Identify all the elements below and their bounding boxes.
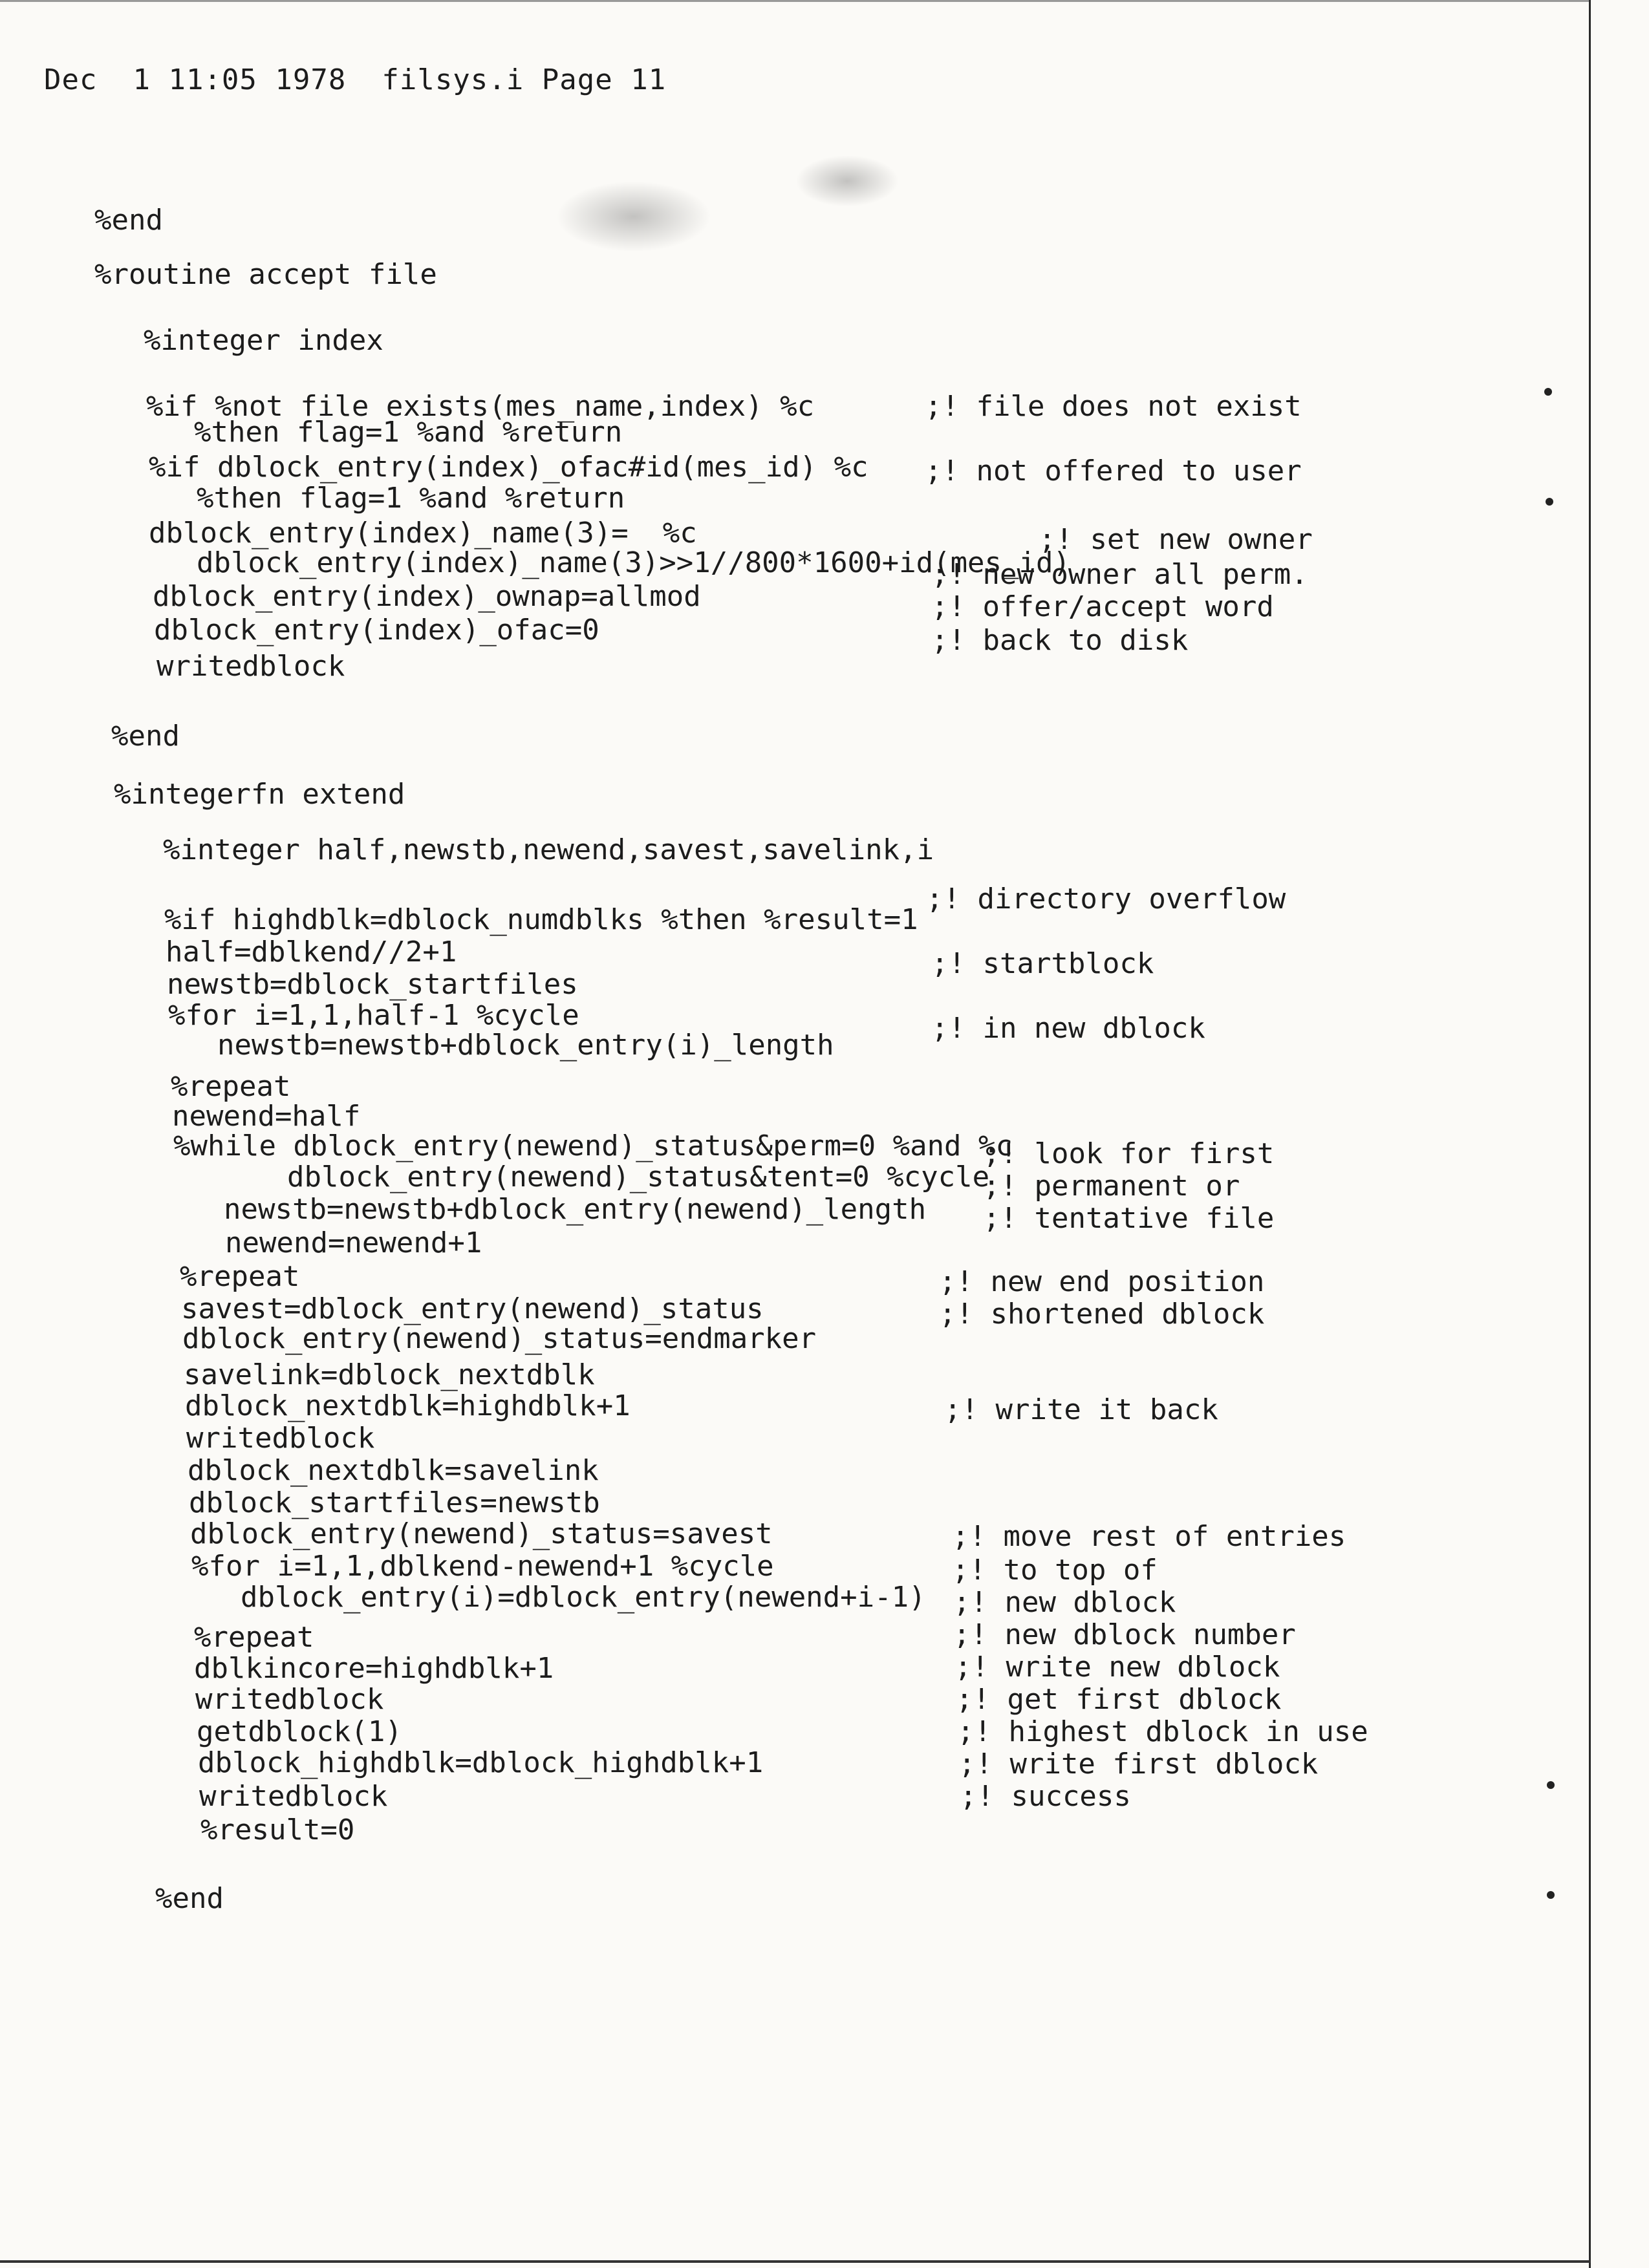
code-comment: ;! look for first	[983, 1137, 1275, 1170]
margin-mark	[1547, 1891, 1555, 1899]
code-line: getdblock(1)	[197, 1715, 402, 1748]
code-line: dblock_entry(index)_name(3)>>1//800*1600+id(mes_id)	[197, 546, 1071, 579]
code-comment: ;! highest dblock in use	[957, 1715, 1368, 1748]
code-line: %end	[155, 1882, 224, 1915]
code-line: dblock_entry(newend)_status&tent=0 %cycle	[287, 1161, 990, 1193]
code-line: writedblock	[195, 1683, 384, 1716]
code-line: %repeat	[194, 1621, 314, 1654]
code-line: newend=half	[172, 1100, 361, 1133]
code-line: %end	[94, 204, 163, 237]
code-comment: ;! permanent or	[983, 1170, 1240, 1203]
code-comment: ;! write new dblock	[954, 1651, 1280, 1684]
code-comment: ;! to top of	[952, 1554, 1158, 1587]
page-top-edge	[0, 0, 1591, 2]
print-header	[44, 63, 666, 96]
code-line: %then flag=1 %and %return	[197, 482, 625, 515]
code-comment: ;! back to disk	[931, 624, 1189, 657]
code-comment: ;! tentative file	[983, 1202, 1275, 1235]
page-right-edge	[1589, 0, 1591, 2268]
code-line: dblock_entry(index)_name(3)= %c	[149, 517, 697, 550]
code-line: %then flag=1 %and %return	[194, 416, 623, 449]
code-comment: ;! directory overflow	[926, 883, 1286, 915]
margin-mark	[1547, 1781, 1555, 1789]
code-line: dblock_nextdblk=highdblk+1	[185, 1389, 630, 1422]
header-filename: filsys.i	[382, 63, 524, 96]
ink-smudge	[556, 181, 711, 252]
header-date-time: 1 11:05 1978	[133, 63, 347, 96]
code-line: savelink=dblock_nextdblk	[184, 1358, 595, 1391]
code-comment: ;! startblock	[931, 947, 1154, 980]
code-line: %if %not file exists(mes_name,index) %c	[146, 390, 815, 423]
code-line: %end	[111, 720, 180, 753]
code-comment: ;! offer/accept word	[931, 590, 1274, 623]
code-line: writedblock	[199, 1780, 388, 1813]
code-line: dblock_entry(index)_ofac=0	[154, 614, 599, 647]
code-line: %for i=1,1,half-1 %cycle	[168, 999, 579, 1032]
code-comment: ;! write it back	[944, 1393, 1218, 1426]
code-comment: ;! get first dblock	[956, 1683, 1282, 1716]
code-line: %repeat	[171, 1070, 291, 1103]
code-line: writedblock	[156, 650, 345, 683]
code-line: dblock_highdblk=dblock_highdblk+1	[198, 1746, 764, 1779]
code-line: %while dblock_entry(newend)_status&perm=0 %and %c	[173, 1129, 1013, 1162]
header-page: Page 11	[541, 63, 667, 96]
header-month: Dec	[44, 63, 98, 96]
code-line: savest=dblock_entry(newend)_status	[181, 1292, 764, 1325]
page-bottom-edge	[0, 2260, 1591, 2263]
code-line: newstb=newstb+dblock_entry(i)_length	[217, 1029, 834, 1062]
code-comment: ;! success	[960, 1780, 1131, 1813]
code-comment: ;! new dblock number	[953, 1618, 1296, 1651]
code-line: %if highdblk=dblock_numdblks %then %result=1	[164, 903, 918, 936]
code-line: dblock_entry(newend)_status=endmarker	[182, 1322, 817, 1355]
code-line: half=dblkend//2+1	[166, 936, 457, 968]
code-line: newstb=dblock_startfiles	[167, 968, 578, 1001]
code-line: writedblock	[186, 1422, 375, 1455]
code-line: %integer index	[144, 324, 383, 357]
code-line: %result=0	[200, 1813, 355, 1846]
code-line: dblock_entry(i)=dblock_entry(newend+i-1)	[241, 1581, 926, 1614]
code-line: dblkincore=highdblk+1	[194, 1652, 554, 1685]
margin-mark	[1544, 388, 1552, 396]
code-line: %if dblock_entry(index)_ofac#id(mes_id) %c	[149, 451, 868, 484]
code-line: newstb=newstb+dblock_entry(newend)_length	[224, 1193, 927, 1226]
code-comment: ;! not offered to user	[925, 455, 1302, 487]
code-line: %integerfn extend	[114, 778, 405, 811]
code-line: newend=newend+1	[225, 1226, 482, 1259]
margin-mark	[1546, 498, 1553, 506]
code-line: %integer half,newstb,newend,savest,savelink,i	[163, 833, 934, 866]
code-comment: ;! write first dblock	[958, 1748, 1319, 1781]
code-line: dblock_nextdblk=savelink	[188, 1454, 599, 1487]
code-line: dblock_startfiles=newstb	[189, 1486, 600, 1519]
code-comment: ;! set new owner	[1039, 523, 1313, 556]
code-comment: ;! new end position	[939, 1265, 1265, 1298]
code-comment: ;! shortened dblock	[939, 1298, 1265, 1331]
code-comment: ;! new dblock	[953, 1586, 1176, 1619]
code-comment: ;! file does not exist	[925, 390, 1302, 423]
code-line: %routine accept file	[94, 258, 437, 291]
code-comment: ;! new owner all perm.	[931, 558, 1308, 591]
ink-smudge	[795, 155, 899, 207]
code-comment: ;! in new dblock	[931, 1012, 1205, 1045]
code-line: dblock_entry(index)_ownap=allmod	[153, 580, 701, 613]
code-line: %for i=1,1,dblkend-newend+1 %cycle	[191, 1550, 774, 1583]
code-line: %repeat	[180, 1260, 300, 1293]
code-line: dblock_entry(newend)_status=savest	[190, 1517, 773, 1550]
code-comment: ;! move rest of entries	[952, 1520, 1346, 1553]
